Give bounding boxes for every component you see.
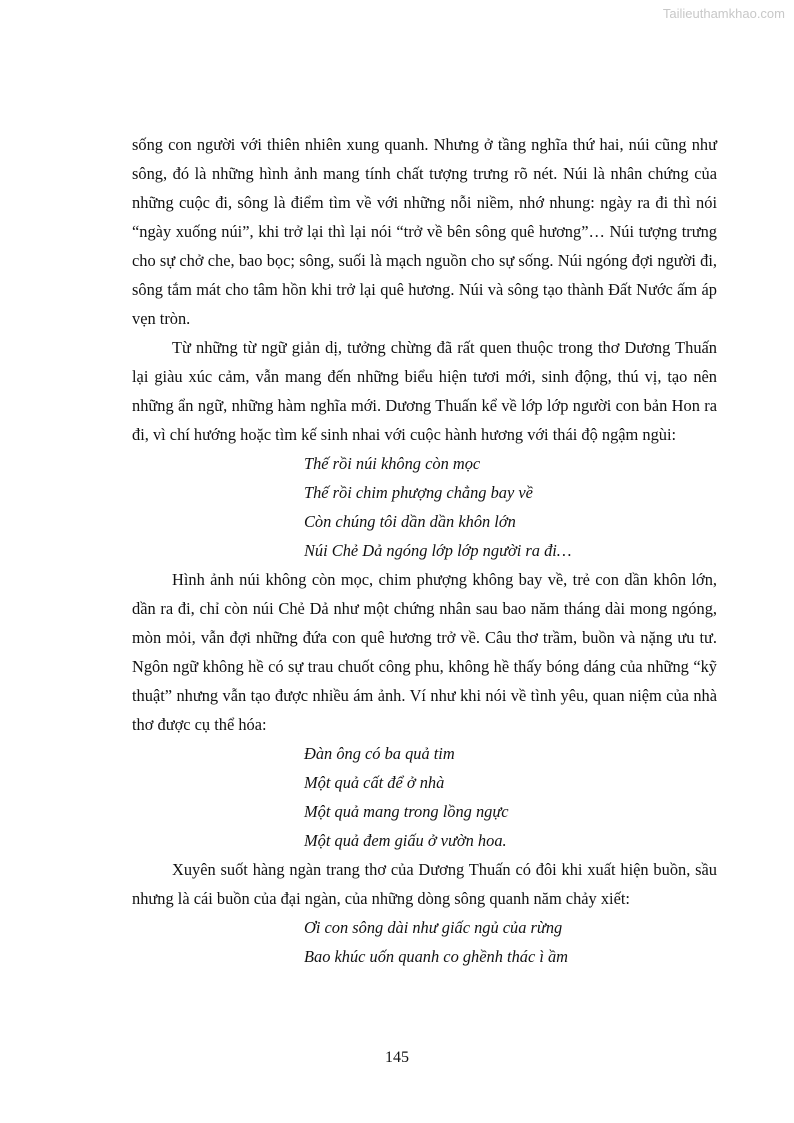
paragraph: Xuyên suốt hàng ngàn trang thơ của Dương Thuấn có đôi khi xuất hiện buồn, sầu nhưng là cái buồn của đại ngàn, của những dòng sông quanh năm chảy xiết: [132, 860, 717, 908]
poem-line: Một quả đem giấu ở vườn hoa. [304, 831, 507, 850]
poem-line: Ơi con sông dài như giấc ngủ của rừng [304, 918, 563, 937]
paragraph: Hình ảnh núi không còn mọc, chim phượng không bay về, trẻ con dần khôn lớn, dần ra đi, chỉ còn núi Chẻ Dả như một chứng nhân sau bao năm tháng dài mong ngóng, mòn mỏi, vẫn đợi những đứa con quê hương trở về. Câu thơ trầm, buồn và nặng ưu tư. Ngôn ngữ không hề có sự trau chuốt công phu, không hề thấy bóng dáng của những “kỹ thuật” nhưng vẫn tạo được nhiều ám ảnh. Ví như khi nói về tình yêu, quan niệm của nhà thơ được cụ thể hóa: [132, 570, 717, 734]
poem-line: Bao khúc uốn quanh co ghềnh thác ì ầm [304, 947, 569, 966]
poem-line: Thế rồi chim phượng chẳng bay về [304, 483, 533, 502]
poem-line: Một quả cất để ở nhà [304, 773, 445, 792]
poem-line: Thế rồi núi không còn mọc [304, 454, 481, 473]
page-number: 145 [385, 1049, 409, 1066]
poem-line: Đàn ông có ba quả tim [304, 744, 455, 763]
page-body [132, 130, 717, 971]
poem-stanza [304, 449, 717, 565]
paragraph: Từ những từ ngữ giản dị, tưởng chừng đã rất quen thuộc trong thơ Dương Thuấn lại giàu xúc cảm, vẫn mang đến những biểu hiện tươi mới, sinh động, thú vị, tạo nên những ẩn ngữ, những hàm nghĩa mới. Dương Thuấn kể về lớp lớp người con bản Hon ra đi, vì chí hướng hoặc tìm kế sinh nhai với cuộc hành hương với thái độ ngậm ngùi: [132, 338, 717, 444]
poem-stanza [304, 913, 717, 971]
watermark: Tailieuthamkhao.com [662, 6, 785, 21]
poem-line: Núi Chẻ Dả ngóng lớp lớp người ra đi… [304, 541, 572, 560]
poem-line: Còn chúng tôi dần dần khôn lớn [304, 512, 516, 531]
poem-stanza [304, 739, 717, 855]
paragraph: sống con người với thiên nhiên xung quanh. Nhưng ở tầng nghĩa thứ hai, núi cũng như sông, đó là những hình ảnh mang tính chất tượng trưng rõ nét. Núi là nhân chứng của những cuộc đi, sông là điểm tìm về với những nỗi niềm, nhớ nhung: ngày ra đi thì nói “ngày xuống núi”, khi trở lại thì lại nói “trở về bên sông quê hương”… Núi tượng trưng cho sự chở che, bao bọc; sông, suối là mạch nguồn cho sự sống. Núi ngóng đợi người đi, sông tắm mát cho tâm hồn khi trở lại quê hương. Núi và sông tạo thành Đất Nước ấm áp vẹn tròn. [132, 135, 717, 328]
poem-line: Một quả mang trong lồng ngực [304, 802, 509, 821]
